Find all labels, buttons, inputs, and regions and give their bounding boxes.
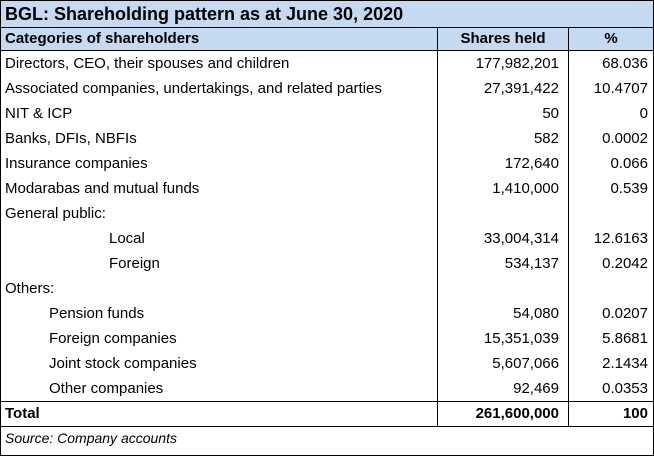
table-row: [1, 76, 653, 101]
table-row: [1, 351, 653, 376]
table-row: [1, 226, 653, 251]
source-note: Source: Company accounts: [1, 426, 653, 449]
row-label: General public:: [5, 205, 106, 222]
row-percent: 0.0207: [568, 301, 653, 326]
table-row: [1, 276, 653, 301]
row-shares: 5,607,066: [437, 351, 568, 376]
row-label: Associated companies, undertakings, and related parties: [5, 80, 382, 97]
row-percent: [568, 201, 653, 226]
row-label: Others:: [5, 280, 55, 297]
table-row: [1, 101, 653, 126]
row-shares: 1,410,000: [437, 176, 568, 201]
row-shares: 177,982,201: [437, 51, 568, 76]
total-percent: 100: [568, 402, 653, 426]
table-row: [1, 201, 653, 226]
row-shares: 33,004,314: [437, 226, 568, 251]
row-label: Joint stock companies: [49, 355, 197, 372]
total-row: [1, 401, 653, 426]
row-label: Banks, DFIs, NBFIs: [5, 130, 137, 147]
header-row: [1, 28, 653, 51]
row-label: Foreign: [109, 255, 160, 272]
row-percent: 0.2042: [568, 251, 653, 276]
row-percent: 0.539: [568, 176, 653, 201]
row-percent: 0.066: [568, 151, 653, 176]
row-shares: 50: [437, 101, 568, 126]
row-label: Directors, CEO, their spouses and children: [5, 55, 290, 72]
row-percent: 0: [568, 101, 653, 126]
table-row: [1, 51, 653, 76]
row-percent: 12.6163: [568, 226, 653, 251]
table-row: [1, 176, 653, 201]
header-shares: Shares held: [437, 28, 568, 50]
table-title: BGL: Shareholding pattern as at June 30, 2020: [1, 1, 653, 28]
total-shares: 261,600,000: [437, 402, 568, 426]
row-percent: 2.1434: [568, 351, 653, 376]
row-shares: 172,640: [437, 151, 568, 176]
row-label: Pension funds: [49, 305, 145, 322]
row-label: Foreign companies: [49, 330, 177, 347]
row-percent: 10.4707: [568, 76, 653, 101]
table-row: [1, 326, 653, 351]
row-percent: [568, 276, 653, 301]
row-label: Modarabas and mutual funds: [5, 180, 200, 197]
total-label: Total: [5, 405, 40, 422]
row-label: Other companies: [49, 380, 164, 397]
row-shares: 92,469: [437, 376, 568, 401]
table-row: [1, 301, 653, 326]
table-row: [1, 126, 653, 151]
row-shares: 15,351,039: [437, 326, 568, 351]
row-shares: [437, 276, 568, 301]
row-label: NIT & ICP: [5, 105, 73, 122]
row-percent: 0.0353: [568, 376, 653, 401]
row-label: Insurance companies: [5, 155, 148, 172]
row-percent: 5.8681: [568, 326, 653, 351]
row-percent: 68.036: [568, 51, 653, 76]
header-percent: %: [568, 28, 653, 50]
header-category: Categories of shareholders: [5, 30, 200, 47]
table-row: [1, 251, 653, 276]
row-label: Local: [109, 230, 145, 247]
row-percent: 0.0002: [568, 126, 653, 151]
row-shares: 582: [437, 126, 568, 151]
row-shares: 54,080: [437, 301, 568, 326]
row-shares: [437, 201, 568, 226]
row-shares: 27,391,422: [437, 76, 568, 101]
row-shares: 534,137: [437, 251, 568, 276]
table-row: [1, 151, 653, 176]
table-row: [1, 376, 653, 401]
